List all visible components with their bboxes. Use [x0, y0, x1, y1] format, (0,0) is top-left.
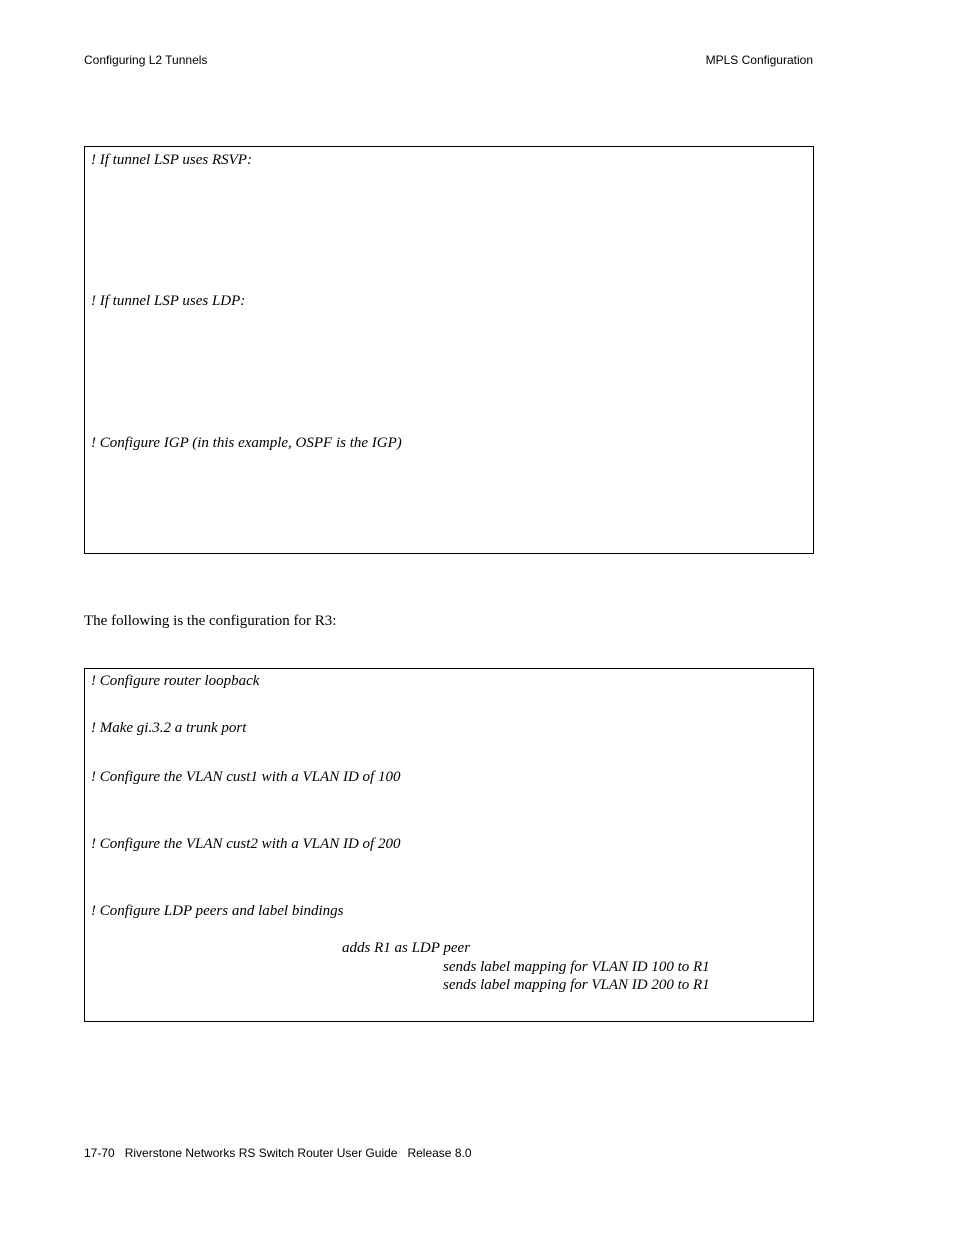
comment-vlan-cust2: ! Configure the VLAN cust2 with a VLAN ID of 200 [91, 836, 401, 852]
comment-ldp-peers: ! Configure LDP peers and label bindings [91, 903, 344, 919]
page-footer: 17-70 Riverstone Networks RS Switch Router User Guide Release 8.0 [84, 1146, 472, 1160]
comment-loopback: ! Configure router loopback [91, 673, 260, 689]
comment-igp: ! Configure IGP (in this example, OSPF is the IGP) [91, 435, 402, 451]
config-box-r2-tail [84, 146, 814, 554]
comment-vlan-cust1: ! Configure the VLAN cust1 with a VLAN ID of 100 [91, 769, 401, 785]
config-box-r3 [84, 668, 814, 1022]
comment-trunk-port: ! Make gi.3.2 a trunk port [91, 720, 247, 736]
note-label-mapping-200: sends label mapping for VLAN ID 200 to R1 [443, 977, 710, 993]
running-header-right: MPLS Configuration [705, 53, 813, 67]
comment-rsvp: ! If tunnel LSP uses RSVP: [91, 152, 252, 168]
note-label-mapping-100: sends label mapping for VLAN ID 100 to R1 [443, 959, 710, 975]
running-header-left: Configuring L2 Tunnels [84, 53, 208, 67]
note-add-ldp-peer: adds R1 as LDP peer [342, 940, 471, 956]
intro-paragraph: The following is the configuration for R3: [84, 613, 337, 629]
comment-ldp: ! If tunnel LSP uses LDP: [91, 293, 246, 309]
